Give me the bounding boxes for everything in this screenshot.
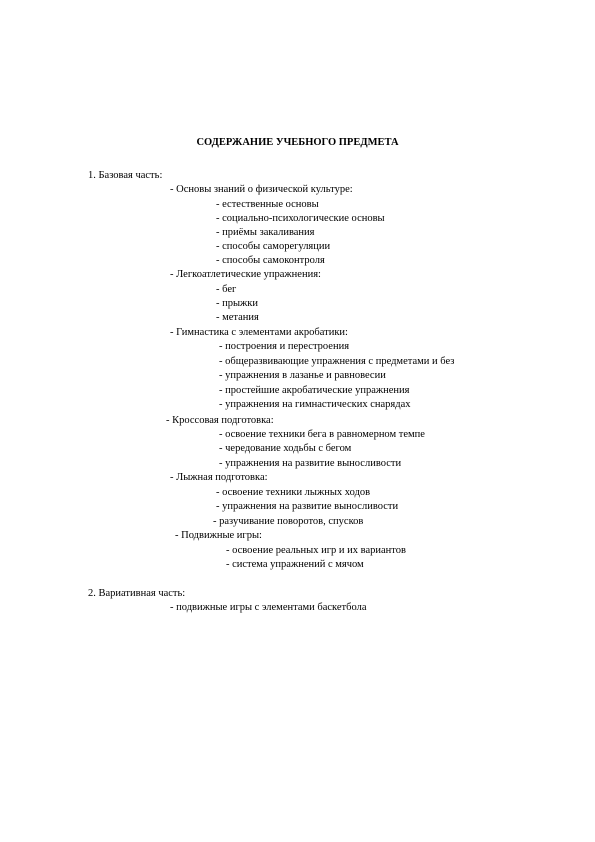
section-1-heading: 1. Базовая часть: <box>88 170 163 181</box>
group-label-skiing: - Лыжная подготовка: <box>170 472 268 483</box>
list-item: - чередование ходьбы с бегом <box>219 443 352 454</box>
list-item: - освоение техники лыжных ходов <box>216 487 371 498</box>
list-item: - способы самоконтроля <box>216 255 325 266</box>
section-2-heading: 2. Вариативная часть: <box>88 588 186 599</box>
list-item: - разучивание поворотов, спусков <box>213 516 364 527</box>
list-item: - приёмы закаливания <box>216 227 315 238</box>
list-item: - естественные основы <box>216 199 319 210</box>
group-label-basics: - Основы знаний о физической культуре: <box>170 184 353 195</box>
list-item: - упражнения на развитие выносливости <box>219 458 402 469</box>
list-item: - упражнения на развитие выносливости <box>216 501 399 512</box>
list-item: - построения и перестроения <box>219 341 350 352</box>
group-label-athletics: - Легкоатлетические упражнения: <box>170 269 321 280</box>
list-item: - освоение реальных игр и их вариантов <box>226 545 406 556</box>
list-item: - упражнения в лазанье и равновесии <box>219 370 386 381</box>
list-item: - освоение техники бега в равномерном темпе <box>219 429 425 440</box>
group-label-cross-country: - Кроссовая подготовка: <box>166 415 274 426</box>
list-item: - подвижные игры с элементами баскетбола <box>170 602 367 613</box>
document-title: СОДЕРЖАНИЕ УЧЕБНОГО ПРЕДМЕТА <box>196 137 399 148</box>
list-item: - социально-психологические основы <box>216 213 385 224</box>
group-label-gymnastics: - Гимнастика с элементами акробатики: <box>170 327 348 338</box>
list-item: - бег <box>216 284 237 295</box>
list-item: - система упражнений с мячом <box>226 559 364 570</box>
list-item: - метания <box>216 312 259 323</box>
list-item: - прыжки <box>216 298 259 309</box>
group-label-games: - Подвижные игры: <box>175 530 262 541</box>
list-item: - общеразвивающие упражнения с предметами и без <box>219 356 455 367</box>
list-item: - простейшие акробатические упражнения <box>219 385 410 396</box>
list-item: - способы саморегуляции <box>216 241 331 252</box>
list-item: - упражнения на гимнастических снарядах <box>219 399 411 410</box>
